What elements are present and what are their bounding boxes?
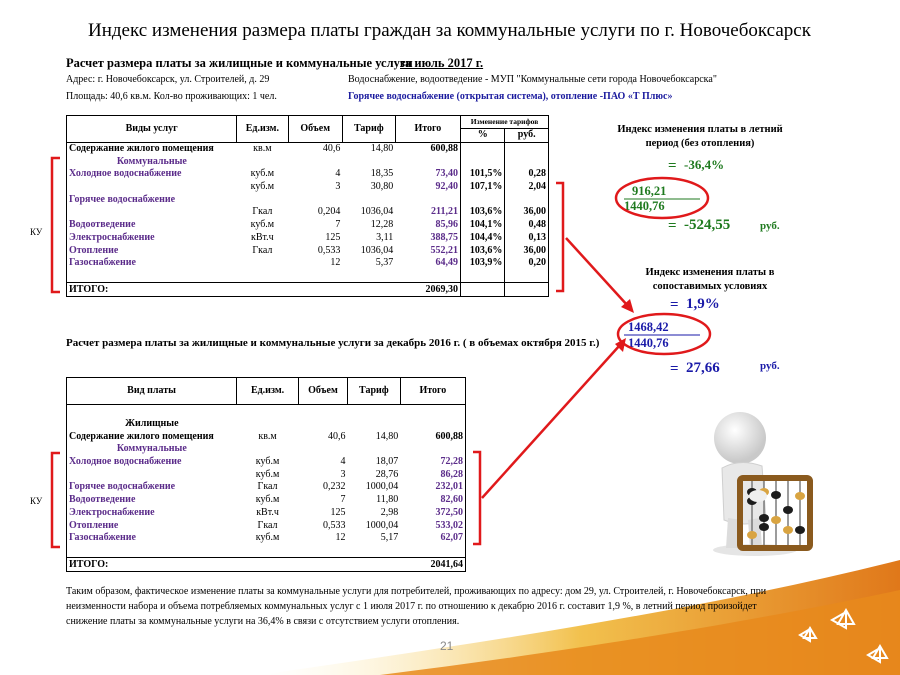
page-title: Индекс изменения размера платы граждан за коммунальные услуги по г. Новочебоксарск xyxy=(88,20,811,41)
calc2-heading: Расчет размера платы за жилищные и коммунальные услуги за декабрь 2016 г. ( в объемах октября 2015 г.) xyxy=(66,337,600,349)
table-cell: куб.м xyxy=(255,468,280,480)
table-cell: 12 xyxy=(330,257,341,269)
table-row xyxy=(67,430,466,443)
table-cell: 7 xyxy=(340,494,346,506)
table-row xyxy=(67,456,466,469)
table-cell: кв.м xyxy=(253,143,272,155)
address: Адрес: г. Новочебоксарск, ул. Строителей, д. 29 xyxy=(66,74,270,85)
table-cell xyxy=(67,405,237,418)
table-cell xyxy=(288,155,342,168)
table-cell: 103,9% xyxy=(461,257,505,270)
table-cell xyxy=(342,270,395,283)
table-cell: 372,50 xyxy=(435,506,463,518)
table-cell: 2,04 xyxy=(528,181,546,193)
table-cell: Гкал xyxy=(257,481,278,493)
table-cell xyxy=(400,405,465,418)
table-cell: 2041,64 xyxy=(400,558,465,572)
comparable-percent: 1,9% xyxy=(686,296,720,312)
calc1-table xyxy=(66,115,549,297)
table-row xyxy=(67,468,466,481)
table-cell: 85,96 xyxy=(395,219,460,232)
table-cell xyxy=(237,270,288,283)
table-cell: 73,40 xyxy=(395,168,460,181)
table-cell: руб. xyxy=(505,129,549,143)
table-cell: кВт.ч xyxy=(256,506,279,518)
table-cell xyxy=(347,545,400,558)
table-cell: Холодное водоснабжение xyxy=(69,168,182,180)
summer-index-heading: Индекс изменения платы в летний период (без отопления) xyxy=(617,124,783,149)
table-cell xyxy=(237,418,299,431)
table-header-row xyxy=(67,378,466,405)
table-row xyxy=(67,206,549,219)
table-row xyxy=(67,507,466,520)
comparable-rub-unit: руб. xyxy=(760,360,780,372)
table-cell: 533,02 xyxy=(435,519,463,531)
table-cell: куб.м xyxy=(255,456,280,468)
table-row xyxy=(67,168,549,181)
total-row xyxy=(67,283,549,297)
table-cell: 211,21 xyxy=(395,206,460,219)
table-cell: 1036,04 xyxy=(360,206,394,218)
table-cell xyxy=(400,418,465,431)
table-cell: 600,88 xyxy=(435,430,463,442)
table-cell: Электроснабжение xyxy=(69,231,155,243)
table-cell: 600,88 xyxy=(395,142,460,155)
table-cell: Водоотведение xyxy=(69,219,136,231)
table-cell: 3 xyxy=(340,468,346,480)
table-cell: Объем xyxy=(288,116,342,143)
table-cell xyxy=(342,193,395,206)
table-cell: 107,1% xyxy=(461,181,505,194)
man-with-abacus-illustration xyxy=(700,400,830,560)
table-row xyxy=(67,181,549,194)
comparable-denominator: 1440,76 xyxy=(628,336,669,350)
table-cell xyxy=(347,405,400,418)
table-cell: Водоотведение xyxy=(69,494,136,506)
table-cell: Отопление xyxy=(69,519,119,531)
table-header-row xyxy=(67,116,549,129)
table-cell: Холодное водоснабжение xyxy=(69,456,182,468)
table-cell: Гкал xyxy=(252,206,273,218)
table-cell: Горячее водоснабжение xyxy=(69,481,176,493)
heat-provider: Горячее водоснабжение (открытая система), отопление -ПАО «Т Плюс» xyxy=(348,91,673,102)
table-cell: 388,75 xyxy=(395,232,460,245)
table-cell xyxy=(347,558,400,572)
table-row xyxy=(67,142,549,155)
table-cell: 86,28 xyxy=(440,468,463,480)
ku-label-2: КУ xyxy=(30,496,43,506)
table-cell xyxy=(461,283,505,297)
table-cell: 14,80 xyxy=(370,143,394,155)
table-cell: 62,07 xyxy=(440,532,463,544)
summer-eq: = xyxy=(668,158,677,174)
table-cell xyxy=(395,270,460,283)
table-cell xyxy=(461,155,505,168)
calc2-table xyxy=(66,377,466,572)
table-cell: 18,35 xyxy=(370,168,394,180)
table-cell: 2,98 xyxy=(380,506,399,518)
summer-denominator: 1440,76 xyxy=(624,199,665,213)
comparable-index-heading: Индекс изменения платы в сопоставимых условиях xyxy=(645,267,775,292)
table-cell xyxy=(505,193,549,206)
table-cell: 30,80 xyxy=(370,181,394,193)
table-cell xyxy=(288,283,342,297)
table-cell xyxy=(237,545,299,558)
comparable-eq2: = xyxy=(670,361,679,377)
total-row xyxy=(67,558,466,572)
page-number: 21 xyxy=(440,639,454,653)
table-cell: 0,533 xyxy=(317,244,341,256)
table-cell: Гкал xyxy=(257,519,278,531)
table-cell: 28,76 xyxy=(375,468,399,480)
table-cell xyxy=(505,142,549,155)
table-cell: 36,00 xyxy=(523,206,546,218)
table-cell: 12,28 xyxy=(370,219,394,231)
table-cell xyxy=(395,155,460,168)
table-cell: Итого xyxy=(400,378,465,405)
table-cell: Коммунальные xyxy=(116,155,187,167)
table-cell xyxy=(505,270,549,283)
table-cell xyxy=(298,443,347,456)
comparable-eq: = xyxy=(670,297,679,313)
table-cell: 101,5% xyxy=(461,168,505,181)
table-cell: 5,17 xyxy=(380,532,399,544)
table-cell: Жилищные xyxy=(125,418,179,430)
table-cell xyxy=(342,283,395,297)
table-cell: куб.м xyxy=(250,219,275,231)
table-cell: Ед.изм. xyxy=(237,116,288,143)
table-cell xyxy=(342,155,395,168)
calc1-month: за июль 2017 г. xyxy=(400,56,484,70)
comparable-numerator: 1468,42 xyxy=(628,320,669,334)
table-cell xyxy=(237,257,288,270)
table-cell xyxy=(400,443,465,456)
table-cell: Вид платы xyxy=(67,378,237,405)
conclusion-note: Таким образом, фактическое изменение платы за коммунальные услуги для потребителей, проживающих по адресу: дом 29, ул. Строителей, г. Новочебоксарск, при неизменности набора и объема потребляемых коммунальных услуг с 1 июля 2017 г. по отношению к декабрю 2016 г. составит 1,9 %, в летний период произойдет снижение платы за коммунальные услуги на 36,4% в связи с отсутствием услуги отопления. xyxy=(66,586,767,627)
table-row xyxy=(67,532,466,545)
table-cell: 1036,04 xyxy=(360,244,394,256)
table-cell xyxy=(298,545,347,558)
table-cell: 72,28 xyxy=(440,456,463,468)
table-cell: 64,49 xyxy=(395,257,460,270)
table-cell: 12 xyxy=(335,532,346,544)
table-row xyxy=(67,545,466,558)
table-cell xyxy=(461,270,505,283)
table-cell: куб.м xyxy=(255,494,280,506)
table-cell: ИТОГО: xyxy=(67,283,237,297)
table-row xyxy=(67,519,466,532)
table-cell: Тариф xyxy=(347,378,400,405)
table-cell: % xyxy=(461,129,505,143)
table-cell xyxy=(347,443,400,456)
table-cell: Газоснабжение xyxy=(69,532,136,544)
table-cell: 0,232 xyxy=(322,481,346,493)
table-cell: 14,80 xyxy=(375,430,399,442)
table-cell xyxy=(67,545,237,558)
table-cell: Тариф xyxy=(342,116,395,143)
table-row xyxy=(67,219,549,232)
summer-rub-value: -524,55 xyxy=(684,217,731,233)
water-provider: Водоснабжение, водоотведение - МУП "Коммунальные сети города Новочебоксарска" xyxy=(348,74,717,85)
table-cell: 0,13 xyxy=(528,231,546,243)
area-info: Площадь: 40,6 кв.м. Кол-во проживающих: 1 чел. xyxy=(66,91,277,102)
table-cell: куб.м xyxy=(250,181,275,193)
table-cell: 82,60 xyxy=(440,494,463,506)
table-cell: куб.м xyxy=(255,532,280,544)
table-cell xyxy=(347,418,400,431)
table-cell: 0,533 xyxy=(322,519,346,531)
table-cell: Виды услуг xyxy=(67,116,237,143)
table-cell xyxy=(237,443,299,456)
table-cell: 104,4% xyxy=(461,232,505,245)
table-cell xyxy=(505,283,549,297)
table-row xyxy=(67,193,549,206)
table-cell xyxy=(67,468,237,481)
table-cell: 103,6% xyxy=(461,244,505,257)
table-cell xyxy=(461,193,505,206)
summer-rub-unit: руб. xyxy=(760,220,780,232)
table-cell xyxy=(505,155,549,168)
table-cell: Итого xyxy=(395,116,460,143)
table-cell: 103,6% xyxy=(461,206,505,219)
table-cell: 40,6 xyxy=(327,430,346,442)
table-cell: Гкал xyxy=(252,244,273,256)
table-cell xyxy=(67,181,237,194)
table-cell: 7 xyxy=(335,219,341,231)
table-cell: кВт.ч xyxy=(251,231,274,243)
table-cell: кв.м xyxy=(258,430,277,442)
table-row xyxy=(67,244,549,257)
summer-percent: -36,4% xyxy=(684,157,725,172)
table-cell: 125 xyxy=(325,231,341,243)
table-cell: Ед.изм. xyxy=(237,378,299,405)
table-cell xyxy=(298,558,347,572)
table-cell: ИТОГО: xyxy=(67,558,237,572)
table-cell xyxy=(298,418,347,431)
table-row xyxy=(67,270,549,283)
table-cell: 4 xyxy=(340,456,346,468)
table-row xyxy=(67,155,549,168)
table-cell: Объем xyxy=(298,378,347,405)
table-cell: 1000,04 xyxy=(365,519,399,531)
table-cell: 11,80 xyxy=(376,494,399,506)
table-cell: Электроснабжение xyxy=(69,506,155,518)
table-cell xyxy=(67,206,237,219)
table-cell: Изменение тарифов xyxy=(461,116,549,129)
table-cell: 40,6 xyxy=(322,143,341,155)
table-cell xyxy=(288,270,342,283)
table-cell: Отопление xyxy=(69,244,119,256)
table-cell: 104,1% xyxy=(461,219,505,232)
table-cell xyxy=(67,270,237,283)
table-cell xyxy=(237,283,288,297)
table-cell: 0,48 xyxy=(528,219,546,231)
table-cell xyxy=(237,405,299,418)
table-cell: 2069,30 xyxy=(395,283,460,297)
table-cell xyxy=(237,193,288,206)
table-cell: куб.м xyxy=(250,168,275,180)
table-cell: 0,28 xyxy=(528,168,546,180)
table-cell xyxy=(298,405,347,418)
table-cell xyxy=(461,142,505,155)
summer-eq2: = xyxy=(668,218,677,234)
summer-numerator: 916,21 xyxy=(632,184,667,198)
ku-label-1: КУ xyxy=(30,227,43,237)
table-row xyxy=(67,481,466,494)
table-cell: Содержание жилого помещения xyxy=(69,143,214,155)
table-cell xyxy=(400,545,465,558)
table-cell: 3 xyxy=(335,181,341,193)
table-cell xyxy=(288,193,342,206)
table-row xyxy=(67,405,466,418)
table-cell: 5,37 xyxy=(375,257,394,269)
table-cell xyxy=(237,155,288,168)
table-row xyxy=(67,494,466,507)
table-cell: 0,20 xyxy=(528,257,546,269)
table-cell: Коммунальные xyxy=(116,443,187,455)
table-cell xyxy=(395,193,460,206)
table-cell xyxy=(237,558,299,572)
comparable-rub-value: 27,66 xyxy=(686,360,720,376)
table-row xyxy=(67,257,549,270)
table-cell: 3,11 xyxy=(376,231,394,243)
table-cell: 0,204 xyxy=(317,206,341,218)
table-cell: 4 xyxy=(335,168,341,180)
table-row xyxy=(67,418,466,431)
table-cell: 92,40 xyxy=(395,181,460,194)
table-cell: 36,00 xyxy=(523,244,546,256)
table-cell: 552,21 xyxy=(395,244,460,257)
table-cell: 1000,04 xyxy=(365,481,399,493)
table-cell: 125 xyxy=(330,506,346,518)
calc1-heading: Расчет размера платы за жилищные и коммунальные услуги xyxy=(66,56,413,70)
table-cell: Газоснабжение xyxy=(69,257,136,269)
table-cell: Содержание жилого помещения xyxy=(69,430,214,442)
table-cell: Горячее водоснабжение xyxy=(69,193,176,205)
table-cell: 18,07 xyxy=(375,456,399,468)
table-cell: 232,01 xyxy=(435,481,463,493)
table-row xyxy=(67,443,466,456)
table-row xyxy=(67,232,549,245)
